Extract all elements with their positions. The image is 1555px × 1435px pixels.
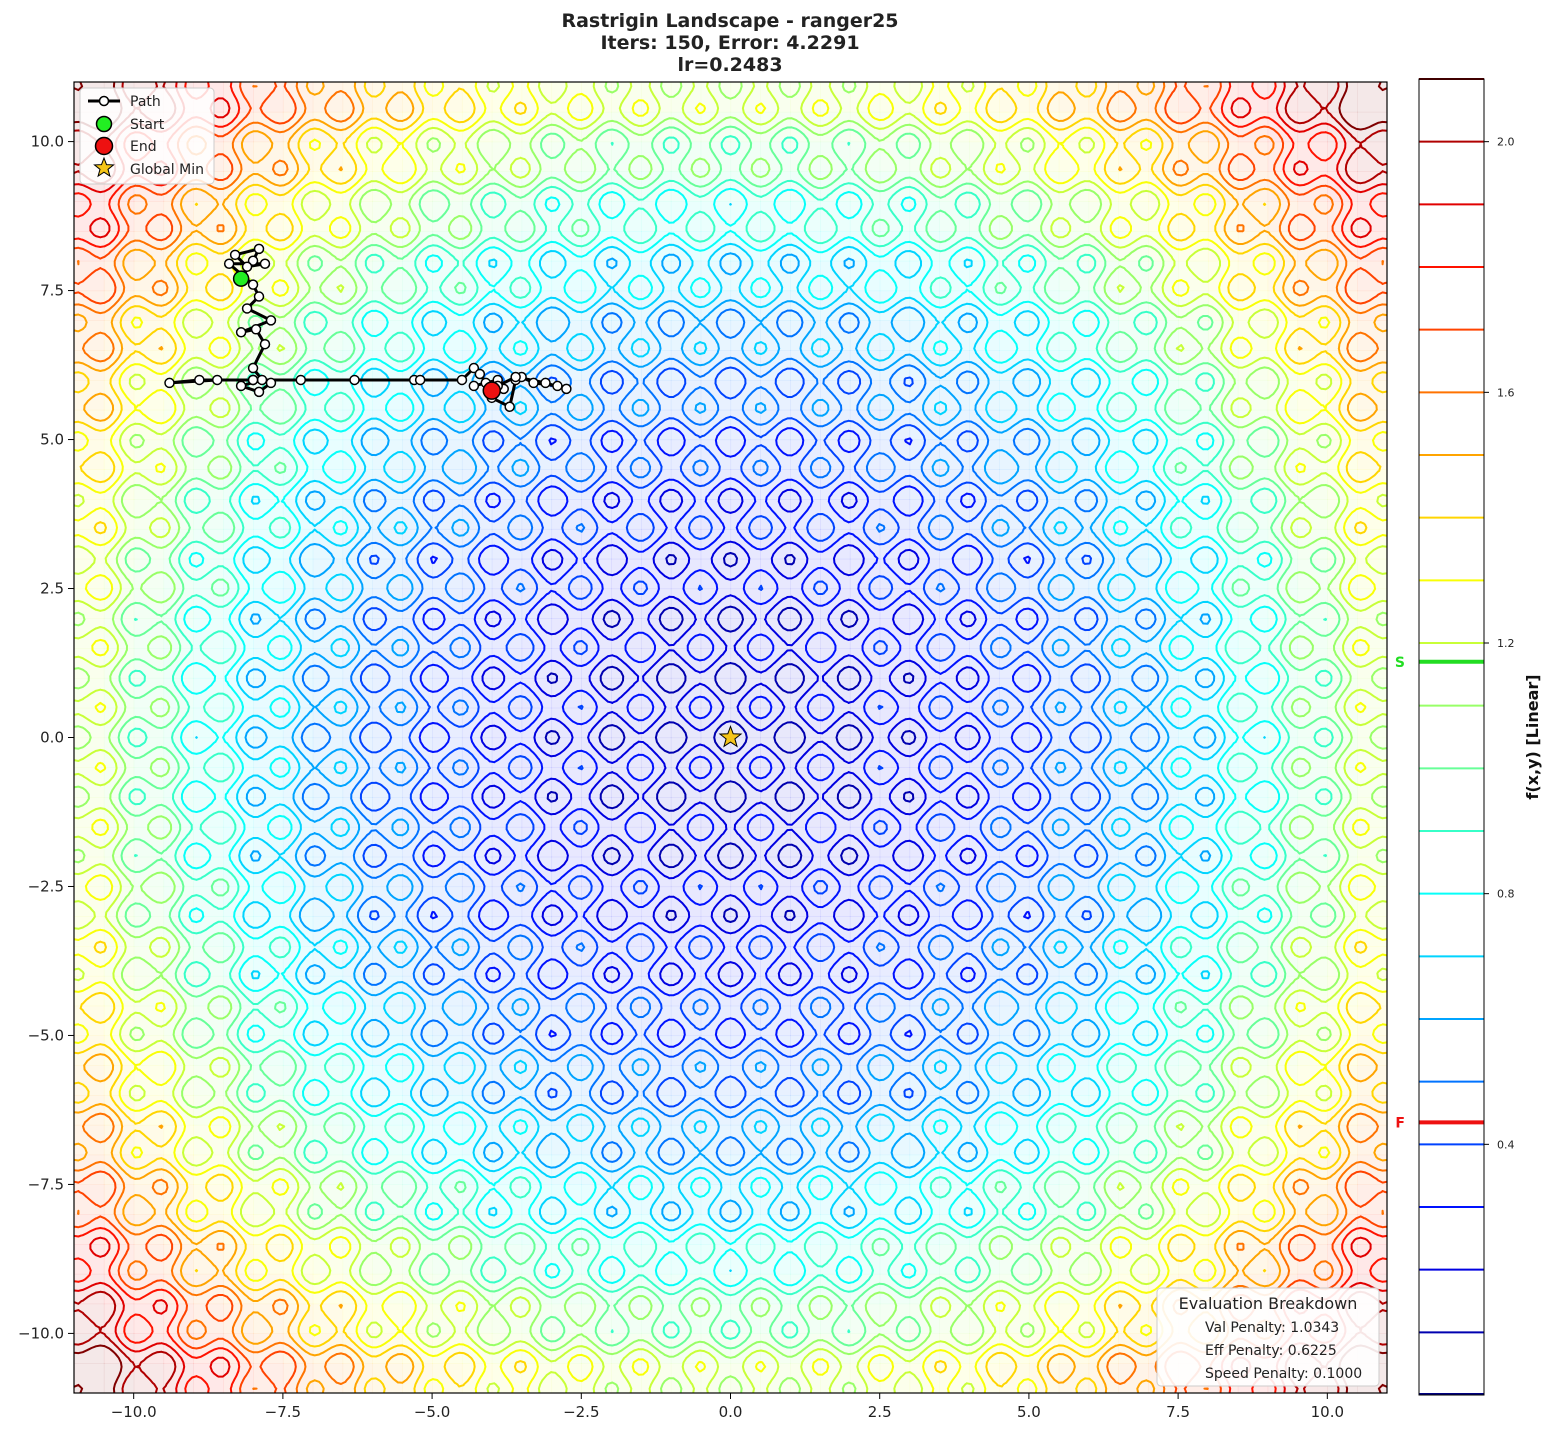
path-point-14: [249, 364, 258, 373]
x-tick-label-8: 10.0: [1310, 1403, 1345, 1421]
y-axis: [18, 133, 74, 1343]
y-tick-label-4: 0.0: [40, 728, 64, 747]
x-tick-label-2: −5.0: [413, 1403, 451, 1421]
colorbar-tick-label-3: 1.6: [1497, 386, 1515, 400]
x-axis: [111, 1393, 1344, 1421]
colorbar-tick-label-2: 1.2: [1497, 637, 1515, 650]
path-point-13: [260, 340, 269, 349]
path-point-2: [255, 244, 264, 253]
path-point-8: [255, 292, 264, 301]
evaluation-title: Evaluation Breakdown: [1178, 1294, 1358, 1313]
path-point-42: [541, 378, 550, 387]
start-marker: [234, 271, 249, 286]
path-point-43: [511, 372, 520, 381]
path-point-40: [553, 381, 562, 390]
path-point-12: [252, 325, 261, 334]
evaluation-breakdown-box: [1157, 1288, 1379, 1386]
chart-title-line-2: Iters: 150, Error: 4.2291: [600, 32, 860, 54]
y-tick-label-2: 5.0: [40, 430, 64, 449]
x-tick-label-1: −7.5: [264, 1403, 302, 1421]
y-tick-label-6: −5.0: [27, 1026, 64, 1045]
path-point-24: [296, 375, 305, 384]
evaluation-speed-penalty: Speed Penalty: 0.1000: [1205, 1366, 1363, 1382]
path-point-22: [213, 375, 222, 384]
x-tick-label-6: 5.0: [1016, 1403, 1041, 1421]
x-tick-label-4: 0.0: [718, 1403, 743, 1421]
y-tick-label-7: −7.5: [27, 1175, 64, 1194]
legend-label-start: Start: [130, 117, 165, 133]
evaluation-val-penalty: Val Penalty: 1.0343: [1205, 1320, 1340, 1336]
colorbar-label: f(x,y) [Linear]: [1523, 674, 1542, 800]
colorbar-marker-label-0: S: [1394, 654, 1405, 671]
path-point-25: [350, 375, 359, 384]
path-point-16: [237, 381, 246, 390]
path-point-21: [165, 378, 174, 387]
chart-title-line-1: Rastrigin Landscape - ranger25: [561, 10, 899, 32]
colorbar-tick-label-1: 0.8: [1497, 887, 1515, 901]
path-point-30: [475, 369, 484, 378]
end-marker: [483, 382, 500, 399]
colorbar-ticks: [1484, 136, 1515, 1152]
y-tick-label-8: −10.0: [18, 1324, 64, 1343]
legend-start-marker: [97, 117, 112, 132]
x-tick-label-7: 7.5: [1166, 1403, 1191, 1421]
x-tick-label-3: −2.5: [563, 1403, 600, 1421]
colorbar-tick-label-4: 2.0: [1497, 135, 1515, 149]
path-point-20: [195, 375, 204, 384]
path-point-18: [266, 378, 275, 387]
legend-path-marker: [100, 97, 109, 106]
path-point-27: [416, 375, 425, 384]
path-point-4: [243, 262, 252, 271]
path-point-23: [249, 375, 258, 384]
x-tick-label-5: 2.5: [867, 1403, 892, 1421]
path-point-5: [260, 259, 269, 268]
evaluation-eff-penalty: Eff Penalty: 0.6225: [1205, 1343, 1337, 1359]
path-point-7: [249, 280, 258, 289]
path-point-28: [457, 375, 466, 384]
legend-label-end: End: [130, 139, 157, 155]
colorbar: [1395, 79, 1542, 1395]
path-point-9: [243, 304, 252, 313]
y-tick-label-3: 2.5: [40, 579, 64, 598]
path-point-10: [266, 316, 275, 325]
y-tick-label-1: 7.5: [40, 281, 64, 300]
path-point-41: [562, 384, 571, 393]
colorbar-background: [1419, 79, 1484, 1395]
path-point-17: [255, 387, 264, 396]
legend-label-path: Path: [130, 94, 161, 110]
path-point-11: [237, 328, 246, 337]
path-point-32: [469, 381, 478, 390]
legend-label-global-min: Global Min: [130, 162, 204, 178]
path-point-6: [225, 259, 234, 268]
colorbar-tick-label-0: 0.4: [1497, 1138, 1515, 1152]
colorbar-marker-label-1: F: [1395, 1115, 1405, 1132]
path-point-36: [505, 402, 514, 411]
path-point-3: [231, 250, 240, 259]
legend: [80, 88, 214, 184]
path-point-15: [257, 375, 266, 384]
y-tick-label-0: 10.0: [30, 132, 64, 151]
chart-title-line-3: lr=0.2483: [677, 54, 783, 76]
legend-end-marker: [96, 138, 113, 155]
path-point-39: [529, 378, 538, 387]
y-tick-label-5: −2.5: [27, 877, 64, 896]
x-tick-label-0: −10.0: [110, 1403, 157, 1421]
